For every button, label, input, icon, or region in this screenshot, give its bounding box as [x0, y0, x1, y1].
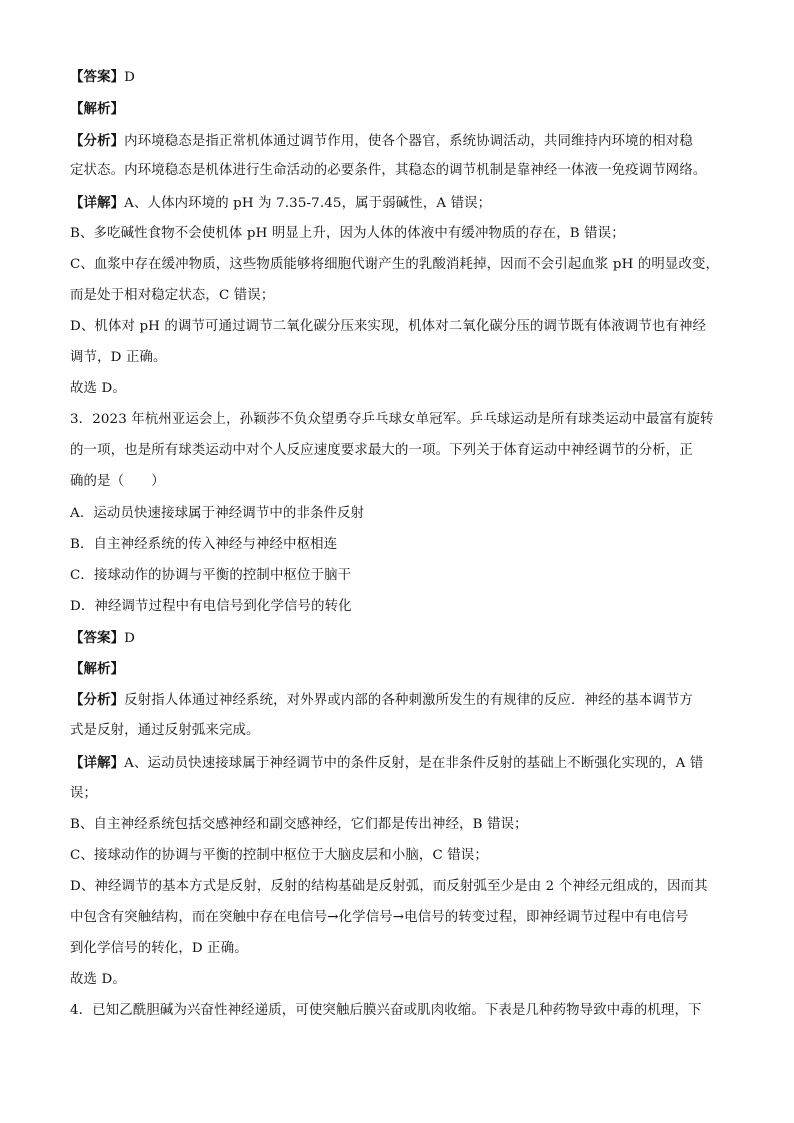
- answer-tag: 【答案】: [70, 630, 125, 646]
- q3-fenxi-line1: 【分析】反射指人体通过神经系统，对外界或内部的各种刺激所发生的有规律的反应．神经的基本调节方: [70, 692, 693, 708]
- q3-option-d: D．神经调节过程中有电信号到化学信号的转化: [70, 599, 352, 614]
- xiangjie-tag: 【详解】: [70, 755, 125, 771]
- q3-xiangjie-d2: 中包含有突触结构，而在突触中存在电信号→化学信号→电信号的转变过程，即神经调节过程中有电信号: [70, 910, 689, 925]
- q3-option-a: A．运动员快速接球属于神经调节中的非条件反射: [70, 506, 365, 521]
- fenxi-tag: 【分析】: [70, 692, 125, 708]
- q4-stem-line1: 4．已知乙酰胆碱为兴奋性神经递质，可使突触后膜兴奋或肌肉收缩。下表是几种药物导致中毒的机理，下: [70, 1003, 702, 1018]
- q2-xiangjie-d2: 调节，D 正确。: [70, 350, 167, 365]
- q2-analysis-heading: 【解析】: [70, 101, 125, 117]
- q3-analysis-heading: 【解析】: [70, 661, 125, 677]
- q3-xiangjie-d3: 到化学信号的转化，D 正确。: [70, 941, 248, 956]
- q2-fenxi-line1: 【分析】内环境稳态是指正常机体通过调节作用，使各个器官，系统协调活动，共同维持内环境的相对稳: [70, 133, 693, 149]
- q3-xiangjie-d1: D、神经调节的基本方式是反射，反射的结构基础是反射弧，而反射弧至少是由 2 个神经元组成的，因而其: [70, 879, 708, 894]
- answer-value: D: [124, 70, 136, 85]
- q2-conclusion: 故选 D。: [70, 381, 126, 396]
- q3-stem-line2: 的一项，也是所有球类运动中对个人反应速度要求最大的一项。下列关于体育运动中神经调节的分析，正: [70, 443, 693, 458]
- q3-answer-line: [70, 629, 135, 648]
- q2-xiangjie-d1: D、机体对 pH 的调节可通过调节二氧化碳分压来实现，机体对二氧化碳分压的调节既有体液调节也有神经: [70, 319, 707, 334]
- q3-xiangjie-a2: 误；: [70, 786, 98, 801]
- q2-answer-line: [70, 68, 135, 87]
- q3-xiangjie-a1: 【详解】A、运动员快速接球属于神经调节中的条件反射，是在非条件反射的基础上不断强化实现的，A 错: [70, 755, 704, 771]
- q3-stem-line3: 确的是（ ）: [70, 474, 165, 489]
- q3-option-c: C．接球动作的协调与平衡的控制中枢位于脑干: [70, 568, 352, 583]
- answer-tag: 【答案】: [70, 69, 125, 85]
- q3-conclusion: 故选 D。: [70, 972, 126, 987]
- q2-xiangjie-a: 【详解】A、人体内环境的 pH 为 7.35-7.45，属于弱碱性，A 错误；: [70, 195, 492, 211]
- q2-xiangjie-c1: C、血浆中存在缓冲物质，这些物质能够将细胞代谢产生的乳酸消耗掉，因而不会引起血浆 pH 的明显改变，: [70, 257, 720, 272]
- fenxi-tag: 【分析】: [70, 133, 125, 149]
- q2-fenxi-line2: 定状态。内环境稳态是机体进行生命活动的必要条件，其稳态的调节机制是靠神经一体液一免疫调节网络。: [70, 163, 707, 178]
- xiangjie-tag: 【详解】: [70, 195, 125, 211]
- q3-fenxi-line2: 式是反射，通过反射弧来完成。: [70, 723, 260, 738]
- q2-xiangjie-c2: 而是处于相对稳定状态，C 错误；: [70, 288, 275, 303]
- q3-xiangjie-b: B、自主神经系统包括交感神经和副交感神经，它们都是传出神经，B 错误；: [70, 817, 528, 832]
- q2-xiangjie-b: B、多吃碱性食物不会使机体 pH 明显上升，因为人体的体液中有缓冲物质的存在，B 错误；: [70, 226, 625, 241]
- q3-xiangjie-c: C、接球动作的协调与平衡的控制中枢位于大脑皮层和小脑，C 错误；: [70, 848, 488, 863]
- q3-option-b: B．自主神经系统的传入神经与神经中枢相连: [70, 537, 338, 552]
- q3-stem-line1: 3．2023 年杭州亚运会上，孙颖莎不负众望勇夺乒乓球女单冠军。乒乓球运动是所有球类运动中最富有旋转: [70, 412, 714, 427]
- answer-value: D: [124, 631, 136, 646]
